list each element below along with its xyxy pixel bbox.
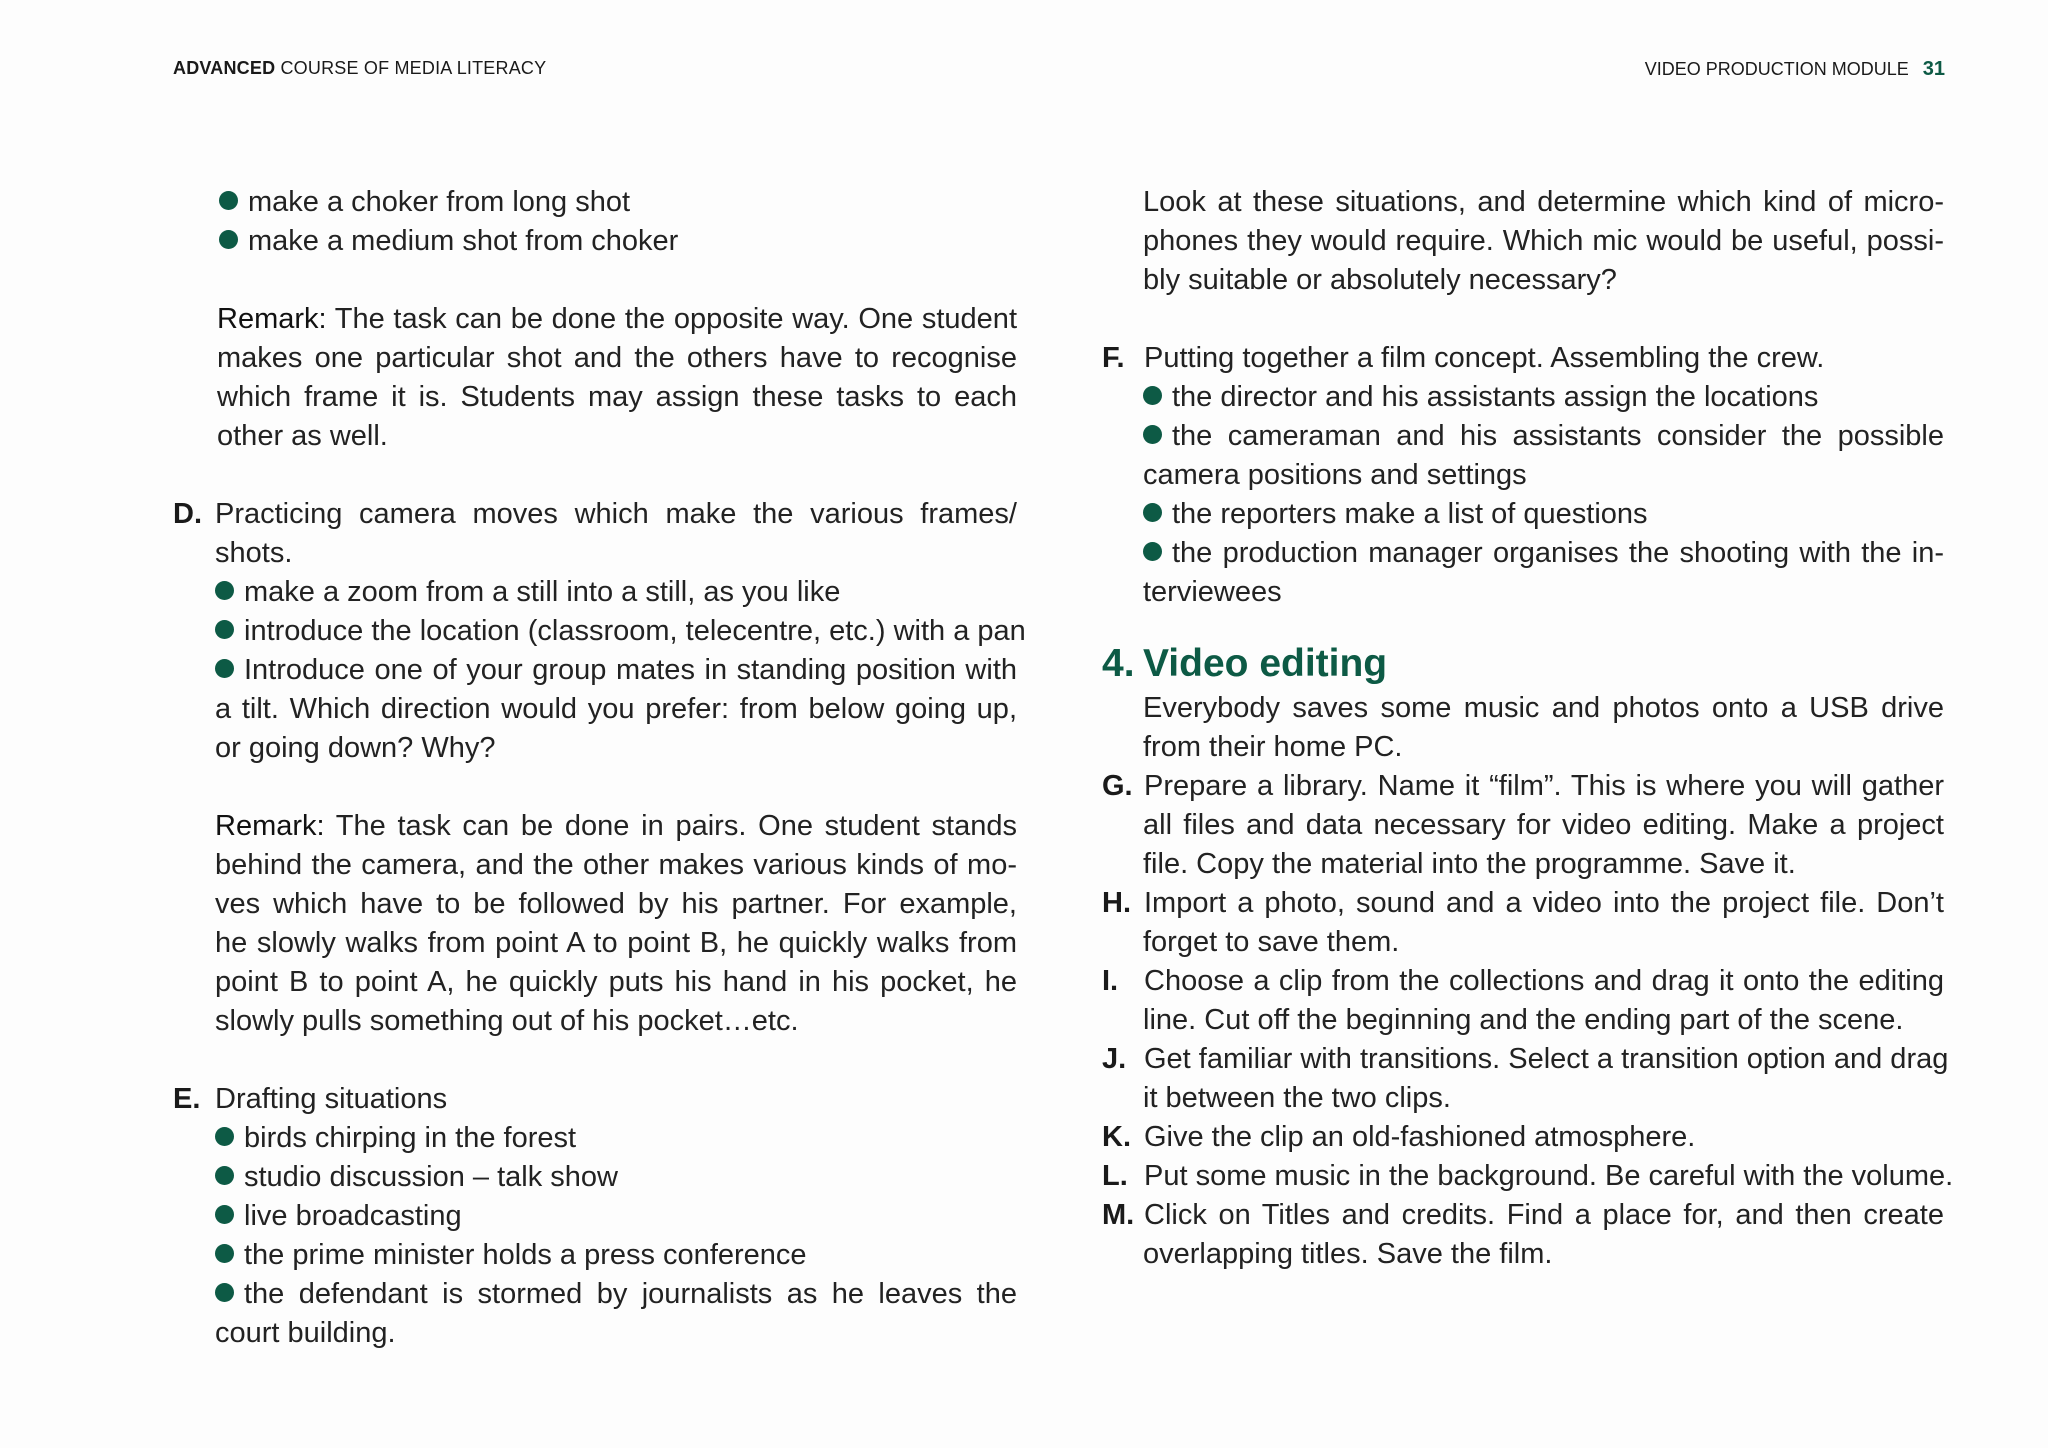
- header-course-rest: COURSE OF MEDIA LITERACY: [275, 58, 547, 78]
- bullet-dot-icon: [215, 1166, 234, 1185]
- bullet-item: make a zoom from a still into a still, as you like: [173, 573, 1017, 612]
- running-header-left: [173, 58, 546, 79]
- section-heading: [1102, 641, 1944, 687]
- bullet-item: Introduce one of your group mates in standing position with: [215, 651, 1017, 690]
- task-letter: K.: [1102, 1121, 1131, 1153]
- bullet-dot-icon: [1143, 425, 1162, 444]
- task-letter: D.: [173, 498, 202, 530]
- bullet-dot-icon: [215, 1244, 234, 1263]
- bullet-item: make a medium shot from choker: [173, 222, 1017, 261]
- task-letter: J.: [1102, 1043, 1127, 1075]
- task-letter: E.: [173, 1083, 201, 1115]
- header-module: VIDEO PRODUCTION MODULE: [1644, 59, 1909, 79]
- task-letter: L.: [1102, 1160, 1128, 1192]
- remark-label: Remark:: [215, 810, 325, 842]
- bullet-dot-icon: [219, 230, 238, 249]
- section-title: Video editing: [1143, 642, 1388, 685]
- task-letter: I.: [1102, 965, 1119, 997]
- section-number: 4.: [1102, 642, 1135, 685]
- running-header-right: [1645, 58, 1945, 81]
- task-f: F. Putting together a film concept. Assembling the crew. the director and his assistants assign the locations the cameraman and his assistants consider the possible camera positions and settings the reporters make a list of questions the production manager organises the shooting with the in- terviewees: [1102, 339, 1944, 612]
- bullet-item: the reporters make a list of questions: [1143, 495, 1944, 534]
- task-letter: M.: [1102, 1199, 1135, 1231]
- section-intro: Everybody saves some music and photos onto a USB drive from their home PC.: [1143, 692, 1944, 763]
- bullet-dot-icon: [1143, 542, 1162, 561]
- task-letter: F.: [1102, 342, 1125, 374]
- bullet-item: the cameraman and his assistants consider the possible: [1143, 417, 1944, 456]
- task-letter: H.: [1102, 887, 1131, 919]
- bullet-dot-icon: [1143, 503, 1162, 522]
- task-g: G. Prepare a library. Name it “film”. This is where you will gather all files and data necessary for video editing. Make a project file. Copy the material into the programme. Save it.: [1102, 767, 1944, 884]
- task-m: M. Click on Titles and credits. Find a place for, and then create overlapping titles. Save the film.: [1102, 1196, 1944, 1274]
- bullet-item: birds chirping in the forest: [173, 1119, 1017, 1158]
- left-column: [173, 183, 1026, 1353]
- bullet-item: the defendant is stormed by journalists as he leaves the: [215, 1275, 1017, 1314]
- bullet-item: the director and his assistants assign the locations: [1143, 378, 1944, 417]
- task-h: H. Import a photo, sound and a video into the project file. Don’t forget to save them.: [1102, 884, 1944, 962]
- task-e: E. Drafting situations birds chirping in the forest studio discussion – talk show live broadcasting the prime minister holds a press conference the defendant is stormed by journalists as he leaves the court building.: [173, 1080, 1017, 1353]
- page-number: 31: [1922, 58, 1945, 80]
- bullet-dot-icon: [215, 1127, 234, 1146]
- bullet-item: live broadcasting: [173, 1197, 1017, 1236]
- remark-label: Remark:: [217, 303, 327, 335]
- task-i: I. Choose a clip from the collections and drag it onto the editing line. Cut off the beginning and the ending part of the scene.: [1102, 962, 1944, 1040]
- bullet-dot-icon: [215, 620, 234, 639]
- right-column: [1102, 183, 1954, 1274]
- bullet-dot-icon: [215, 1283, 234, 1302]
- bullet-item: make a choker from long shot: [173, 183, 1017, 222]
- header-course-bold: ADVANCED: [173, 58, 276, 78]
- remark-paragraph-2: Remark: The task can be done in pairs. One student stands behind the camera, and the other makes various kinds of mo- ves which have to be followed by his partner. For example, he slowly walks from point A to point B, he quickly walks from point B to point A, he quickly puts his hand in his pocket, he slowly pulls something out of his pocket…etc.: [215, 810, 1017, 1037]
- bullet-dot-icon: [219, 191, 238, 210]
- bullet-dot-icon: [215, 659, 234, 678]
- bullet-item: the prime minister holds a press conference: [173, 1236, 1017, 1275]
- bullet-dot-icon: [215, 1205, 234, 1224]
- bullet-item: studio discussion – talk show: [173, 1158, 1017, 1197]
- task-j: J. Get familiar with transitions. Select a transition option and drag it between the two clips.: [1102, 1040, 1944, 1118]
- bullet-item: the production manager organises the shooting with the in-: [1143, 534, 1944, 573]
- bullet-item: introduce the location (classroom, telecentre, etc.) with a pan: [173, 612, 1017, 651]
- bullet-dot-icon: [1143, 386, 1162, 405]
- intro-paragraph: Look at these situations, and determine which kind of micro- phones they would require. Which mic would be useful, possi- bly suitable or absolutely necessary?: [1143, 186, 1944, 296]
- task-k: K. Give the clip an old-fashioned atmosphere.: [1102, 1118, 1944, 1157]
- remark-paragraph-1: Remark: The task can be done the opposite way. One student makes one particular shot and the others have to recognise which frame it is. Students may assign these tasks to each other as well.: [217, 303, 1017, 452]
- task-letter: G.: [1102, 770, 1133, 802]
- task-d: D. Practicing camera moves which make the various frames/ shots. make a zoom from a still into a still, as you like introduce the location (classroom, telecentre, etc.) with a pan Introduce one of your group mates in standing position with a tilt. Which direction would you prefer: from below going up, or going down? Why?: [173, 495, 1017, 768]
- bullet-dot-icon: [215, 581, 234, 600]
- task-l: L. Put some music in the background. Be careful with the volume.: [1102, 1157, 1944, 1196]
